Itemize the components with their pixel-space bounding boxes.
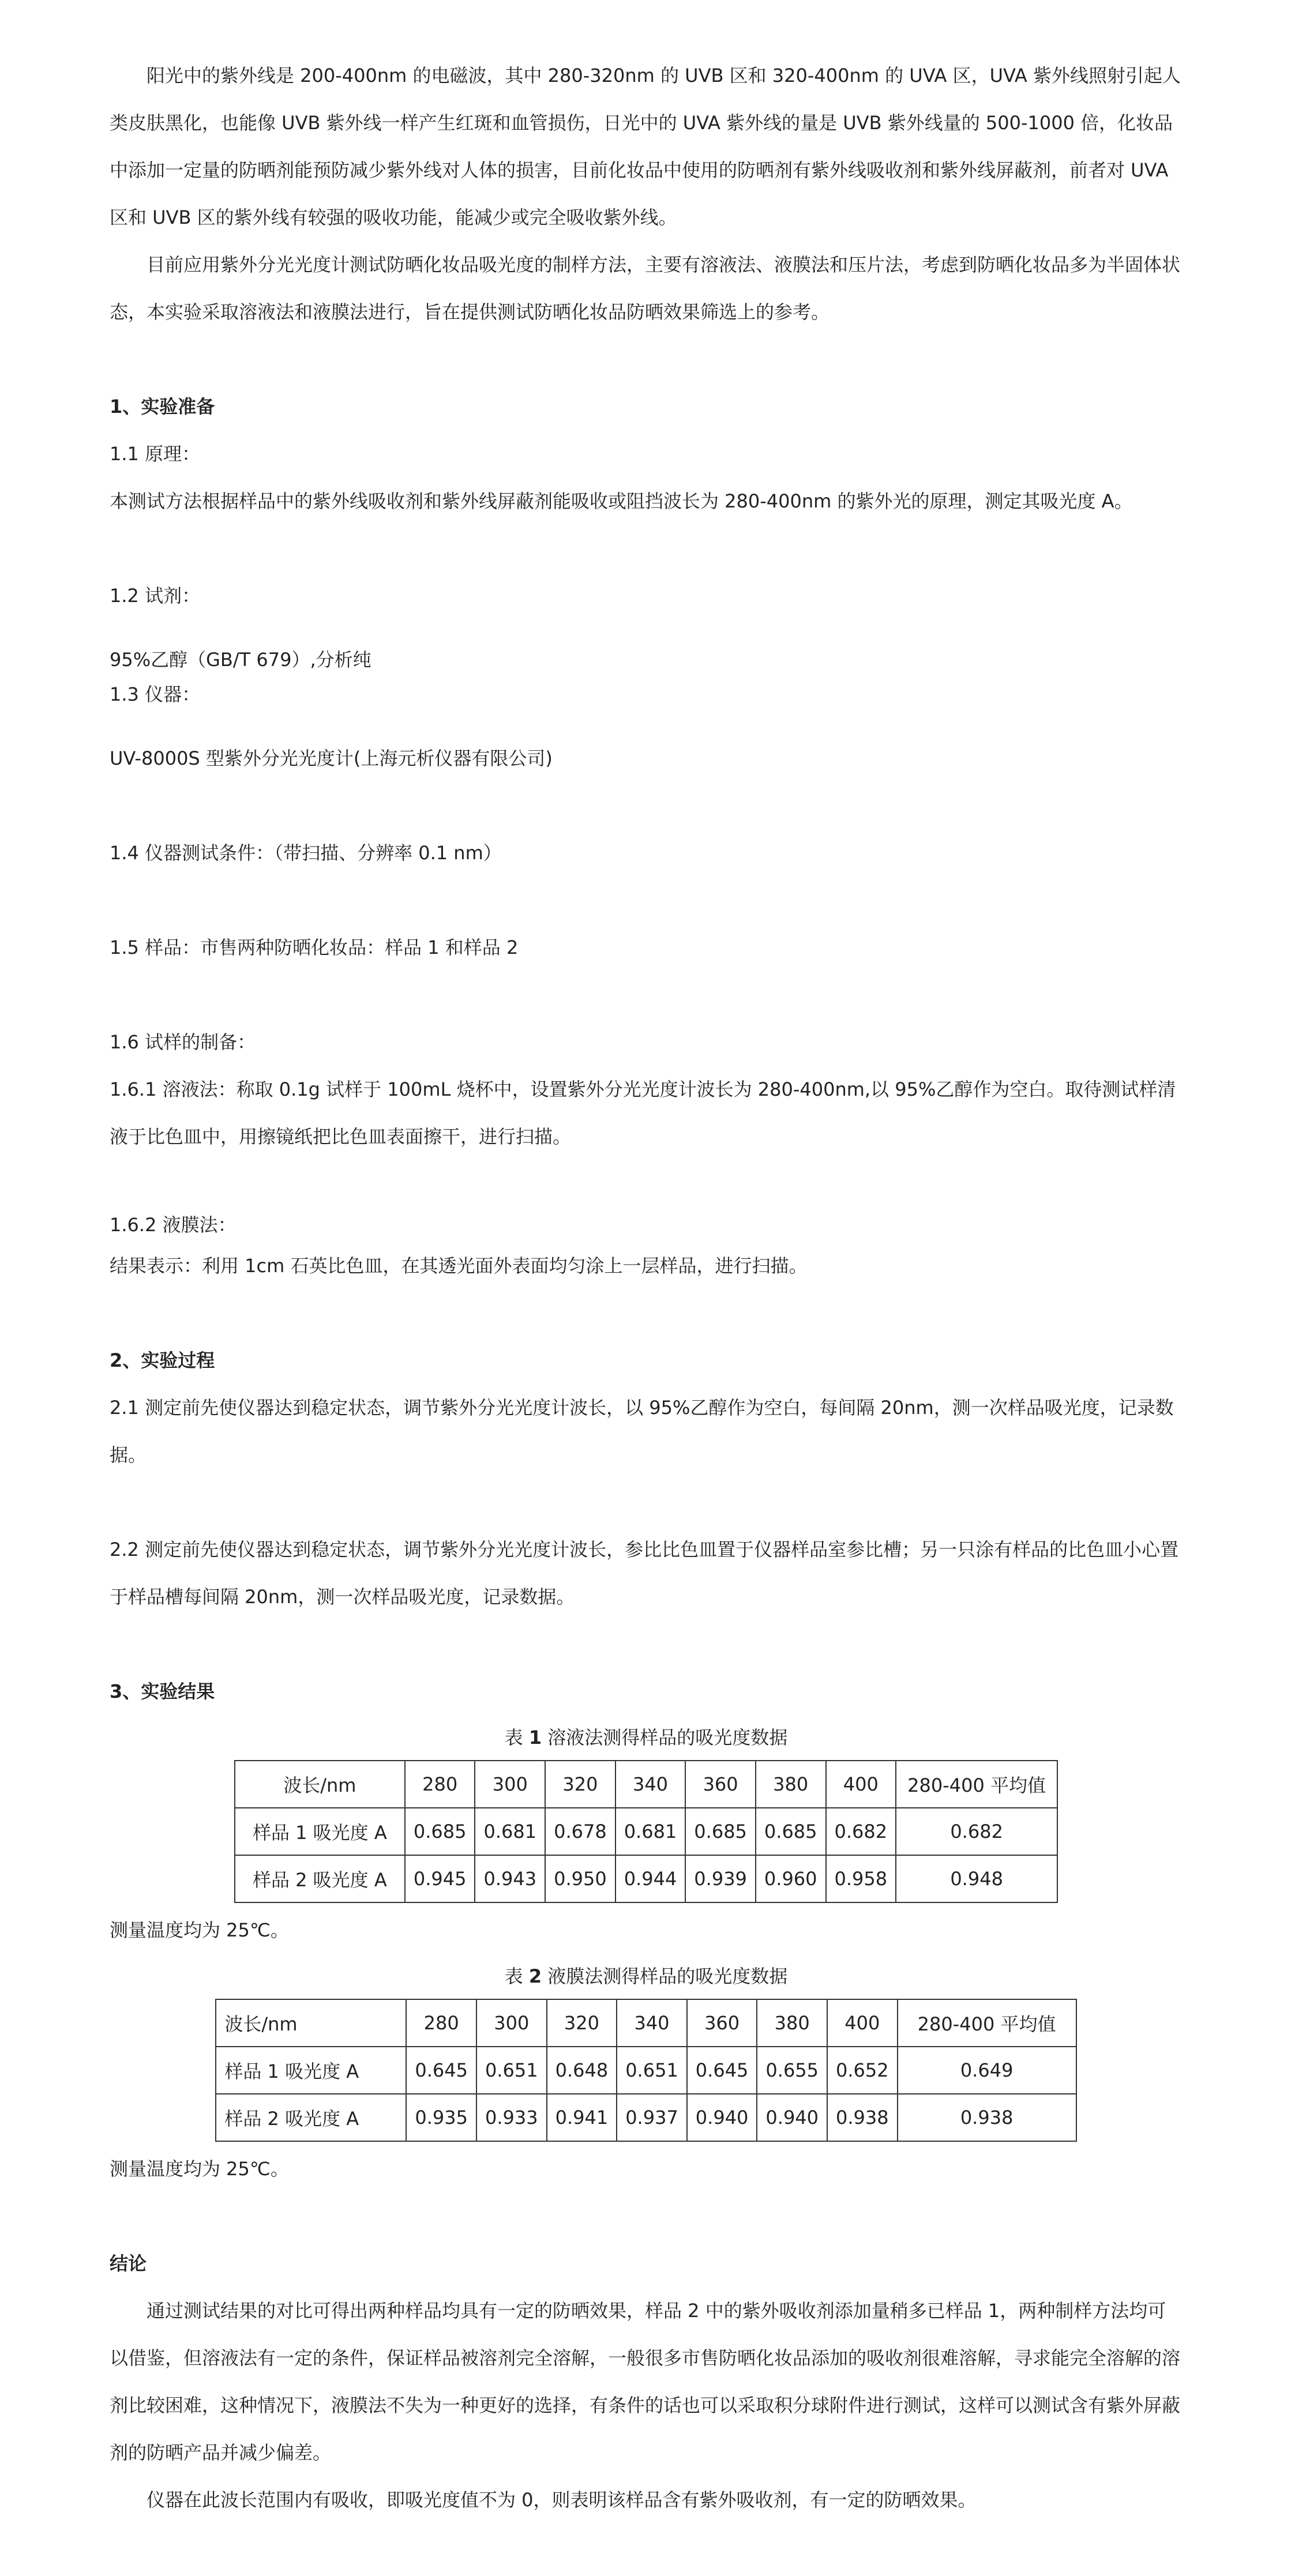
table-1-note: 测量温度均为 25℃。	[110, 1919, 289, 1941]
table-cell: 0.645	[687, 2047, 757, 2094]
table-header-cell: 340	[615, 1761, 686, 1808]
table-cell: 样品 2 吸光度 A	[216, 2094, 406, 2141]
section-1-heading: 1、实验准备	[110, 396, 215, 418]
table-header-cell: 波长/nm	[235, 1761, 405, 1808]
reagent-text: 95%乙醇（GB/T 679）,分析纯	[110, 649, 371, 671]
table-header-cell: 280-400 平均值	[898, 1999, 1076, 2047]
table-cell: 0.940	[757, 2094, 827, 2141]
table-cell: 0.943	[475, 1855, 545, 1902]
table-cell: 0.960	[756, 1855, 826, 1902]
table-header-cell: 380	[756, 1761, 826, 1808]
process-step-1: 2.1 测定前先使仪器达到稳定状态，调节紫外分光光度计波长，以 95%乙醇作为空白，每间隔 20nm，测一次样品吸光度，记录数据。	[110, 1397, 1174, 1466]
table-cell: 0.655	[757, 2047, 827, 2094]
reagent-label: 1.2 试剂：	[110, 585, 201, 607]
table-cell: 0.645	[406, 2047, 476, 2094]
table-row	[216, 1999, 1076, 2047]
intro-paragraph-2: 目前应用紫外分光光度计测试防晒化妆品吸光度的制样方法，主要有溶液法、液膜法和压片法，考虑到防晒化妆品多为半固体状态，本实验采取溶液法和液膜法进行，旨在提供测试防晒化妆品防晒效果筛选上的参考。	[110, 254, 1181, 323]
table-header-cell: 360	[685, 1761, 756, 1808]
table-cell: 0.651	[476, 2047, 547, 2094]
table-header-cell: 400	[827, 1999, 898, 2047]
table-cell: 0.950	[545, 1855, 615, 1902]
table-cell: 0.937	[617, 2094, 687, 2141]
table-row	[235, 1855, 1057, 1902]
table-2-caption: 表 2 液膜法测得样品的吸光度数据	[504, 1965, 788, 1987]
table-row	[235, 1761, 1057, 1808]
prep-label: 1.6 试样的制备：	[110, 1031, 256, 1053]
table-header-cell: 400	[826, 1761, 896, 1808]
table-cell: 0.945	[405, 1855, 475, 1902]
instrument-label: 1.3 仪器：	[110, 683, 201, 705]
table-header-cell: 280	[405, 1761, 475, 1808]
table-cell: 0.681	[615, 1808, 686, 1855]
table-cell: 0.685	[756, 1808, 826, 1855]
conditions-text: 1.4 仪器测试条件：（带扫描、分辨率 0.1 nm）	[110, 842, 502, 864]
table-cell: 0.935	[406, 2094, 476, 2141]
section-3-heading: 3、实验结果	[110, 1680, 215, 1702]
table-header-cell: 360	[687, 1999, 757, 2047]
prep-film-label: 1.6.2 液膜法：	[110, 1214, 237, 1236]
table-header-cell: 300	[476, 1999, 547, 2047]
conclusion-heading: 结论	[110, 2252, 147, 2274]
table-cell: 0.652	[827, 2047, 898, 2094]
table-cell: 0.938	[827, 2094, 898, 2141]
table-1-caption: 表 1 溶液法测得样品的吸光度数据	[504, 1727, 788, 1748]
conclusion-paragraph-2: 仪器在此波长范围内有吸收，即吸光度值不为 0，则表明该样品含有紫外吸收剂，有一定的防晒效果。	[147, 2489, 977, 2511]
process-step-2: 2.2 测定前先使仪器达到稳定状态，调节紫外分光光度计波长，参比比色皿置于仪器样品室参比槽；另一只涂有样品的比色皿小心置于样品槽每间隔 20nm，测一次样品吸光度，记录数据。	[110, 1539, 1179, 1608]
intro-paragraph-1: 阳光中的紫外线是 200-400nm 的电磁波，其中 280-320nm 的 UVB 区和 320-400nm 的 UVA 区，UVA 紫外线照射引起人类皮肤黑化，也能像 UVB 紫外线一样产生红斑和血管损伤，日光中的 UVA 紫外线的量是 UVB 紫外线量的 500-1000 倍，化妆品中添加一定量的防晒剂能预防减少紫外线对人体的损害，目前化妆品中使用的防晒剂有紫外线吸收剂和紫外线屏蔽剂，前者对 UVA 区和 UVB 区的紫外线有较强的吸收功能，能减少或完全吸收紫外线。	[110, 65, 1181, 228]
table-1	[234, 1760, 1058, 1903]
table-row	[235, 1808, 1057, 1855]
table-header-cell: 340	[617, 1999, 687, 2047]
table-cell: 样品 1 吸光度 A	[235, 1808, 405, 1855]
table-cell: 0.958	[826, 1855, 896, 1902]
principle-label: 1.1 原理：	[110, 443, 201, 465]
table-cell: 0.682	[826, 1808, 896, 1855]
table-cell: 0.948	[896, 1855, 1057, 1902]
table-cell: 0.681	[475, 1808, 545, 1855]
table-header-cell: 380	[757, 1999, 827, 2047]
table-cell: 0.940	[687, 2094, 757, 2141]
table-header-cell: 300	[475, 1761, 545, 1808]
table-cell: 0.939	[685, 1855, 756, 1902]
table-cell: 0.938	[898, 2094, 1076, 2141]
table-cell: 0.682	[896, 1808, 1057, 1855]
table-cell: 0.944	[615, 1855, 686, 1902]
table-cell: 0.685	[685, 1808, 756, 1855]
table-2	[215, 1999, 1076, 2142]
instrument-text: UV-8000S 型紫外分光光度计(上海元析仪器有限公司)	[110, 747, 553, 769]
principle-text: 本测试方法根据样品中的紫外线吸收剂和紫外线屏蔽剂能吸收或阻挡波长为 280-400nm 的紫外光的原理，测定其吸光度 A。	[110, 490, 1133, 512]
table-cell: 0.678	[545, 1808, 615, 1855]
table-header-cell: 280-400 平均值	[896, 1761, 1057, 1808]
table-header-cell: 波长/nm	[216, 1999, 406, 2047]
table-header-cell: 320	[545, 1761, 615, 1808]
table-row	[216, 2047, 1076, 2094]
prep-film-text: 结果表示：利用 1cm 石英比色皿，在其透光面外表面均匀涂上一层样品，进行扫描。	[110, 1255, 808, 1277]
table-cell: 0.651	[617, 2047, 687, 2094]
table-header-cell: 280	[406, 1999, 476, 2047]
table-cell: 0.648	[547, 2047, 617, 2094]
table-cell: 样品 1 吸光度 A	[216, 2047, 406, 2094]
table-cell: 0.649	[898, 2047, 1076, 2094]
table-cell: 0.685	[405, 1808, 475, 1855]
document-page	[110, 52, 1183, 2524]
prep-solution-text: 1.6.1 溶液法：称取 0.1g 试样于 100mL 烧杯中，设置紫外分光光度计波长为 280-400nm,以 95%乙醇作为空白。取待测试样清液于比色皿中，用擦镜纸把比色皿表面擦干，进行扫描。	[110, 1078, 1176, 1148]
section-2-heading: 2、实验过程	[110, 1349, 215, 1371]
table-row	[216, 2094, 1076, 2141]
table-cell: 0.941	[547, 2094, 617, 2141]
samples-text: 1.5 样品：市售两种防晒化妆品：样品 1 和样品 2	[110, 937, 519, 958]
table-header-cell: 320	[547, 1999, 617, 2047]
table-2-note: 测量温度均为 25℃。	[110, 2158, 289, 2180]
conclusion-paragraph-1: 通过测试结果的对比可得出两种样品均具有一定的防晒效果，样品 2 中的紫外吸收剂添加量稍多已样品 1，两种制样方法均可以借鉴，但溶液法有一定的条件，保证样品被溶剂完全溶解，一般很多市售防晒化妆品添加的吸收剂很难溶解，寻求能完全溶解的溶剂比较困难，这种情况下，液膜法不失为一种更好的选择，有条件的话也可以采取积分球附件进行测试，这样可以测试含有紫外屏蔽剂的防晒产品并减少偏差。	[110, 2300, 1181, 2464]
table-cell: 0.933	[476, 2094, 547, 2141]
table-cell: 样品 2 吸光度 A	[235, 1855, 405, 1902]
